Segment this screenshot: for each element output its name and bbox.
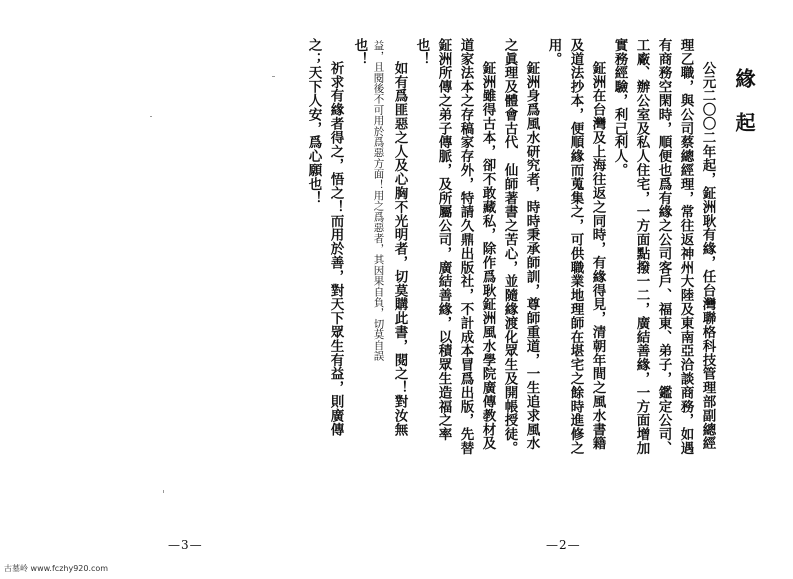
text-column-2: 理乙職，與公司蔡總經理，常往返神州大陸及東南亞洽談商務，如遇 bbox=[677, 38, 694, 455]
text-column-17: 也！ bbox=[351, 38, 368, 66]
text-column-19: 之；天下人安，爲心願也！ bbox=[305, 38, 322, 205]
text-column-4: 工廠、辦公室及私人住宅，一方面點撥一二，廣結善緣，一方面增加 bbox=[633, 38, 650, 455]
page-number-left: —3— bbox=[168, 538, 203, 552]
text-column-7: 及道法抄本，便順緣而蒐集之，可供職業地理師在堪宅之餘時進修之 bbox=[567, 38, 584, 455]
scan-speck bbox=[272, 76, 275, 77]
page-number-right: —2— bbox=[546, 538, 581, 552]
text-column-13: 鉦洲所傳之弟子傳脈，及所屬公司，廣結善緣，以積眾生造福之率 bbox=[435, 38, 452, 442]
text-column-6: 鉦洲在台灣及上海往返之同時，有緣得見，清朝年間之風水書籍 bbox=[589, 61, 606, 451]
scan-speck bbox=[163, 490, 164, 493]
text-column-14: 也！ bbox=[413, 38, 430, 66]
text-column-11: 鉦洲雖得古本，卻不敢藏私，除作爲耿鉦洲風水學院廣傳教材及 bbox=[479, 61, 496, 451]
text-column-1: 公元二〇〇二年起，鉦洲耿有緣，任台灣聯格科技管理部副總經 bbox=[699, 61, 716, 451]
text-column-10: 之眞理及體會古代 仙師著書之苦心，並隨緣渡化眾生及開帳授徒。 bbox=[501, 38, 518, 455]
text-column-5: 實務經驗，利己利人。 bbox=[611, 38, 628, 177]
text-column-18: 祈求有緣者得之，悟之！而用於善，對天下眾生有益，則廣傳 bbox=[327, 61, 344, 437]
text-column-12: 道家法本之存稿家存外，特請久鼎出版社，不計成本冒爲出版，先替 bbox=[457, 38, 474, 455]
text-column-3: 有商務空閑時，順便也爲有緣之公司客戶、福東、弟子，鑑定公司、 bbox=[655, 38, 672, 455]
text-column-8: 用。 bbox=[545, 38, 562, 66]
text-column-16: 益，且閱後不可用於爲惡方面！用之爲惡者，其因果自負，切莫自誤 bbox=[372, 40, 385, 361]
text-column-9: 鉦洲身爲風水研究者，時時秉承師訓，尊師重道，一生追求風水 bbox=[523, 61, 540, 451]
scan-speck bbox=[150, 116, 152, 117]
footer-watermark-text: 古墓岭 www.fczhy920.com bbox=[4, 564, 109, 573]
chapter-title: 緣起 bbox=[732, 68, 756, 156]
text-column-15: 如有爲匪惡之人及心胸不光明者，切莫購此書，閱之！對汝無 bbox=[391, 61, 408, 437]
